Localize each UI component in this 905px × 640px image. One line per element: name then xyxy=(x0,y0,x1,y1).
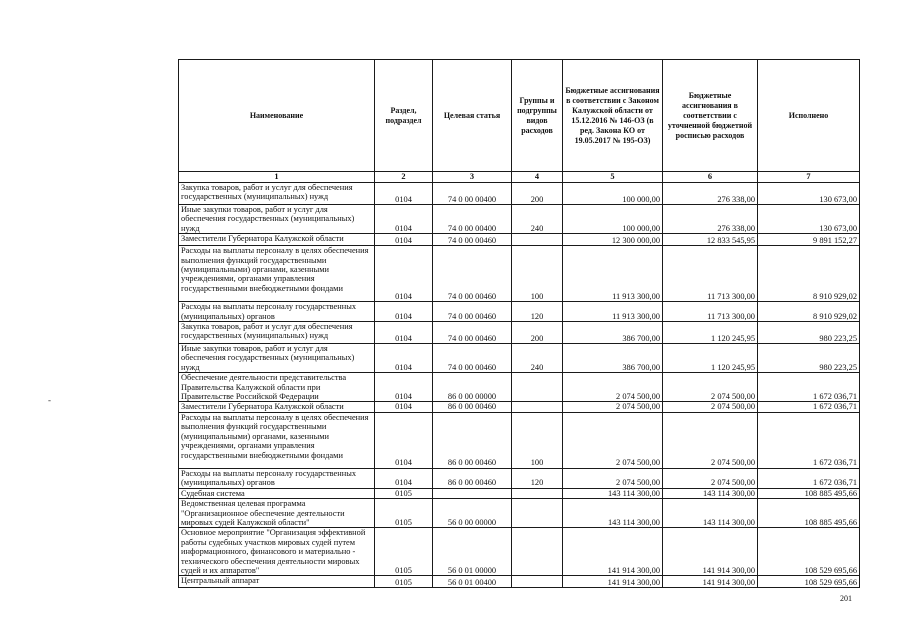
row-executed: 980 223,25 xyxy=(758,322,860,344)
table-row xyxy=(179,246,860,302)
column-number: 1 xyxy=(179,172,375,183)
row-name: Закупка товаров, работ и услуг для обеспечения государственных (муниципальных) нужд xyxy=(179,183,375,205)
row-executed: 108 529 695,66 xyxy=(758,576,860,588)
table-row xyxy=(179,373,860,402)
row-section: 0105 xyxy=(375,488,433,498)
row-executed: 108 885 495,66 xyxy=(758,488,860,498)
row-name: Ведомственная целевая программа "Организационное обеспечение деятельности мировых судей Калужской области" xyxy=(179,499,375,528)
row-budget-refined: 141 914 300,00 xyxy=(663,528,758,576)
row-target: 74 0 00 00400 xyxy=(433,205,512,234)
row-budget-refined: 143 114 300,00 xyxy=(663,488,758,498)
row-target: 86 0 00 00460 xyxy=(433,412,512,468)
row-executed: 8 910 929,02 xyxy=(758,302,860,322)
row-target: 74 0 00 00460 xyxy=(433,234,512,246)
row-section: 0105 xyxy=(375,528,433,576)
table-row xyxy=(179,344,860,373)
row-name: Расходы на выплаты персоналу государственных (муниципальных) органов xyxy=(179,302,375,322)
row-group xyxy=(512,488,563,498)
table-row xyxy=(179,468,860,488)
row-budget-refined: 2 074 500,00 xyxy=(663,373,758,402)
table-row xyxy=(179,205,860,234)
row-section: 0104 xyxy=(375,373,433,402)
header-section: Раздел, подраздел xyxy=(375,60,433,172)
row-section: 0104 xyxy=(375,412,433,468)
row-executed: 130 673,00 xyxy=(758,205,860,234)
row-target: 74 0 00 00460 xyxy=(433,344,512,373)
row-budget-law: 386 700,00 xyxy=(563,344,663,373)
row-target: 56 0 00 00000 xyxy=(433,499,512,528)
row-target xyxy=(433,488,512,498)
row-name: Иные закупки товаров, работ и услуг для обеспечения государственных (муниципальных) нужд xyxy=(179,205,375,234)
row-budget-refined: 11 713 300,00 xyxy=(663,246,758,302)
row-budget-refined: 12 833 545,95 xyxy=(663,234,758,246)
row-group: 240 xyxy=(512,344,563,373)
row-group xyxy=(512,528,563,576)
column-number: 3 xyxy=(433,172,512,183)
row-section: 0104 xyxy=(375,302,433,322)
row-budget-law: 2 074 500,00 xyxy=(563,412,663,468)
row-budget-refined: 1 120 245,95 xyxy=(663,344,758,373)
table-row xyxy=(179,302,860,322)
row-section: 0105 xyxy=(375,576,433,588)
row-group: 240 xyxy=(512,205,563,234)
scan-mark: - xyxy=(48,395,51,405)
row-executed: 108 885 495,66 xyxy=(758,499,860,528)
row-budget-refined: 276 338,00 xyxy=(663,205,758,234)
table-row xyxy=(179,576,860,588)
page-number: 201 xyxy=(840,594,852,603)
row-section: 0104 xyxy=(375,234,433,246)
row-group xyxy=(512,234,563,246)
row-budget-law: 11 913 300,00 xyxy=(563,302,663,322)
row-budget-refined: 2 074 500,00 xyxy=(663,412,758,468)
header-name: Наименование xyxy=(179,60,375,172)
row-name: Расходы на выплаты персоналу государственных (муниципальных) органов xyxy=(179,468,375,488)
row-executed: 8 910 929,02 xyxy=(758,246,860,302)
row-budget-refined: 11 713 300,00 xyxy=(663,302,758,322)
row-group: 120 xyxy=(512,468,563,488)
row-name: Основное мероприятие "Организация эффективной работы судебных участков мировых судей путем информационного, финансового и материально - технического обеспечения деятельности мировых судей и их аппаратов" xyxy=(179,528,375,576)
header-group: Группы и подгруппы видов расходов xyxy=(512,60,563,172)
row-budget-law: 143 114 300,00 xyxy=(563,499,663,528)
row-group: 100 xyxy=(512,412,563,468)
row-executed: 130 673,00 xyxy=(758,183,860,205)
row-target: 86 0 00 00460 xyxy=(433,402,512,412)
row-target: 74 0 00 00400 xyxy=(433,183,512,205)
column-number: 4 xyxy=(512,172,563,183)
row-name: Расходы на выплаты персоналу в целях обеспечения выполнения функций государственными (муниципальными) органами, казенными учреждениями, органами управления государственными внебюджетными фондами xyxy=(179,246,375,302)
row-budget-law: 2 074 500,00 xyxy=(563,402,663,412)
row-target: 74 0 00 00460 xyxy=(433,246,512,302)
row-section: 0104 xyxy=(375,344,433,373)
row-executed: 1 672 036,71 xyxy=(758,373,860,402)
table-row xyxy=(179,234,860,246)
row-section: 0104 xyxy=(375,468,433,488)
row-group xyxy=(512,499,563,528)
row-budget-law: 100 000,00 xyxy=(563,183,663,205)
row-section: 0104 xyxy=(375,402,433,412)
row-budget-law: 2 074 500,00 xyxy=(563,468,663,488)
row-executed: 108 529 695,66 xyxy=(758,528,860,576)
row-name: Иные закупки товаров, работ и услуг для обеспечения государственных (муниципальных) нужд xyxy=(179,344,375,373)
row-group: 100 xyxy=(512,246,563,302)
row-executed: 1 672 036,71 xyxy=(758,468,860,488)
row-section: 0104 xyxy=(375,246,433,302)
row-name: Судебная система xyxy=(179,488,375,498)
row-budget-law: 386 700,00 xyxy=(563,322,663,344)
row-group: 200 xyxy=(512,322,563,344)
column-number-row xyxy=(179,172,860,183)
row-executed: 1 672 036,71 xyxy=(758,412,860,468)
row-target: 74 0 00 00460 xyxy=(433,302,512,322)
table-row xyxy=(179,499,860,528)
row-section: 0104 xyxy=(375,183,433,205)
table-row xyxy=(179,488,860,498)
row-executed: 1 672 036,71 xyxy=(758,402,860,412)
table-row xyxy=(179,322,860,344)
table-row xyxy=(179,528,860,576)
header-budget-law: Бюджетные ассигнования в соответствии с Законом Калужской области от 15.12.2016 № 146-ОЗ (в ред. Закона КО от 19.05.2017 № 195-ОЗ) xyxy=(563,60,663,172)
header-executed: Исполнено xyxy=(758,60,860,172)
row-section: 0104 xyxy=(375,322,433,344)
row-target: 86 0 00 00460 xyxy=(433,468,512,488)
row-budget-law: 143 114 300,00 xyxy=(563,488,663,498)
row-budget-law: 141 914 300,00 xyxy=(563,576,663,588)
row-executed: 9 891 152,27 xyxy=(758,234,860,246)
row-group xyxy=(512,402,563,412)
row-target: 74 0 00 00460 xyxy=(433,322,512,344)
column-number: 5 xyxy=(563,172,663,183)
row-budget-law: 100 000,00 xyxy=(563,205,663,234)
row-target: 56 0 01 00000 xyxy=(433,528,512,576)
table-row xyxy=(179,183,860,205)
row-budget-refined: 143 114 300,00 xyxy=(663,499,758,528)
row-group xyxy=(512,576,563,588)
row-name: Заместители Губернатора Калужской области xyxy=(179,234,375,246)
table-row xyxy=(179,402,860,412)
row-group: 200 xyxy=(512,183,563,205)
row-budget-law: 2 074 500,00 xyxy=(563,373,663,402)
row-group xyxy=(512,373,563,402)
row-name: Заместители Губернатора Калужской области xyxy=(179,402,375,412)
row-target: 56 0 01 00400 xyxy=(433,576,512,588)
row-name: Центральный аппарат xyxy=(179,576,375,588)
column-number: 7 xyxy=(758,172,860,183)
row-name: Обеспечение деятельности представительства Правительства Калужской области при Правительстве Российской Федерации xyxy=(179,373,375,402)
row-name: Закупка товаров, работ и услуг для обеспечения государственных (муниципальных) нужд xyxy=(179,322,375,344)
row-group: 120 xyxy=(512,302,563,322)
row-executed: 980 223,25 xyxy=(758,344,860,373)
row-budget-refined: 276 338,00 xyxy=(663,183,758,205)
row-name: Расходы на выплаты персоналу в целях обеспечения выполнения функций государственными (муниципальными) органами, казенными учреждениями, органами управления государственными внебюджетными фондами xyxy=(179,412,375,468)
row-budget-refined: 2 074 500,00 xyxy=(663,402,758,412)
row-target: 86 0 00 00000 xyxy=(433,373,512,402)
row-budget-refined: 2 074 500,00 xyxy=(663,468,758,488)
column-number: 2 xyxy=(375,172,433,183)
table-row xyxy=(179,412,860,468)
header-budget-refined: Бюджетные ассигнования в соответствии с уточненной бюджетной росписью расходов xyxy=(663,60,758,172)
row-section: 0105 xyxy=(375,499,433,528)
row-budget-law: 12 300 000,00 xyxy=(563,234,663,246)
column-number: 6 xyxy=(663,172,758,183)
budget-table xyxy=(178,59,860,588)
header-target: Целевая статья xyxy=(433,60,512,172)
row-section: 0104 xyxy=(375,205,433,234)
row-budget-refined: 1 120 245,95 xyxy=(663,322,758,344)
row-budget-refined: 141 914 300,00 xyxy=(663,576,758,588)
row-budget-law: 11 913 300,00 xyxy=(563,246,663,302)
row-budget-law: 141 914 300,00 xyxy=(563,528,663,576)
